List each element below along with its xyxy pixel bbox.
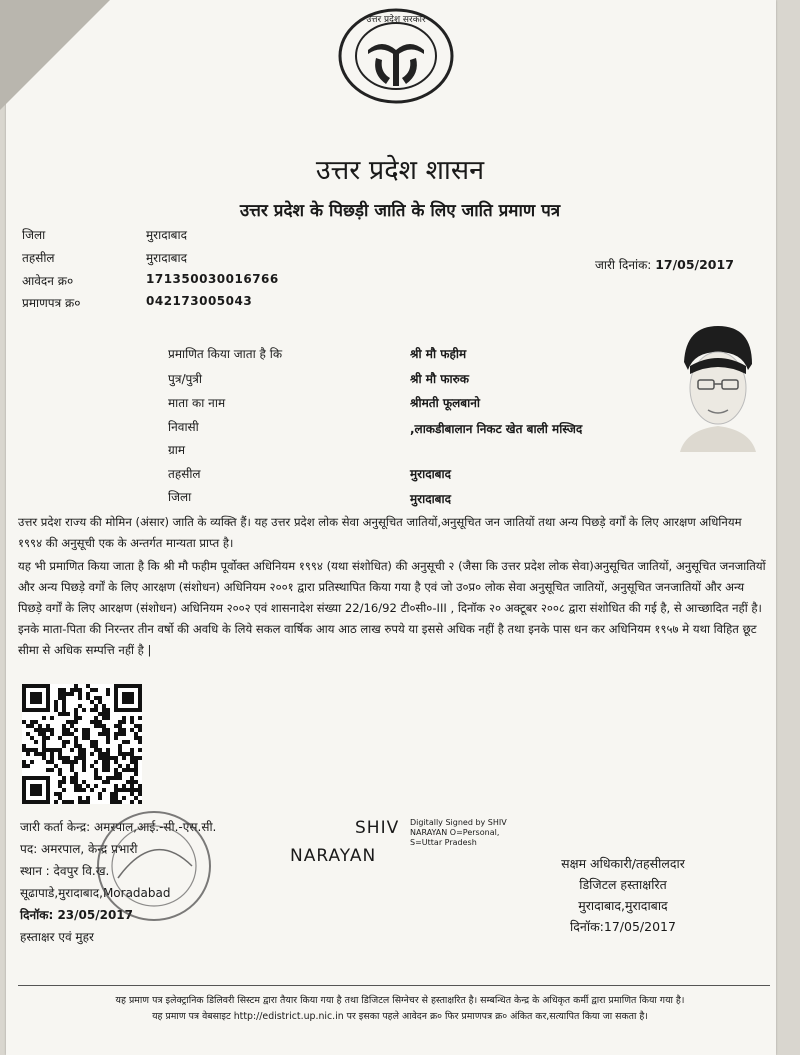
- person-tehsil-label: तहसील: [168, 467, 201, 481]
- issuer-signature-label: हस्ताक्षर एवं मुहर: [20, 930, 94, 944]
- footer-note-line2: यह प्रमाण पत्र वेबसाइट http://edistrict.up.nic.in पर इसका पहले आवेदन क्र० फिर प्रमाणपत्र क्र० अंकित कर,सत्यापित किया जा सकता है।: [152, 1011, 648, 1022]
- authority-title: सक्षम अधिकारी/तहसीलदार: [561, 856, 685, 871]
- application-number-value: 171350030016766: [146, 272, 279, 286]
- footer-note-line1: यह प्रमाण पत्र इलेक्ट्रानिक डिलिवरी सिस्टम द्वारा तैयार किया गया है तथा डिजिटल सिग्नेचर से हस्ताक्षरित है। सम्बन्धित केन्द्र के अधिकृत कर्मी द्वारा प्रमाणित किया गया है।: [115, 995, 685, 1006]
- father-name-value: श्री मौ फारुक: [410, 372, 469, 386]
- issuer-place: स्थान : देवपुर वि.ख.: [20, 864, 110, 878]
- district-label: जिला: [22, 228, 46, 242]
- certificate-number-label: प्रमाणपत्र क्र०: [22, 296, 81, 310]
- mother-name-label: माता का नाम: [168, 396, 226, 410]
- digital-signature-name-line1: SHIV: [355, 818, 400, 838]
- tehsil-value: मुरादाबाद: [146, 251, 188, 265]
- resident-label: निवासी: [168, 420, 199, 434]
- footer-divider: [18, 985, 770, 986]
- certificate-number-value: 042173005043: [146, 294, 253, 308]
- qr-code-icon: [22, 684, 142, 804]
- authority-signed: डिजिटल हस्ताक्षरित: [579, 877, 667, 892]
- holder-photo: [676, 322, 758, 452]
- mother-name-value: श्रीमती फूलबानो: [410, 396, 481, 410]
- authority-place: मुरादाबाद,मुरादाबाद: [578, 898, 668, 913]
- issuer-post: पद: अमरपाल, केन्द्र प्रभारी: [20, 842, 138, 856]
- up-government-emblem: [338, 8, 454, 104]
- authority-date: दिनॉक:17/05/2017: [570, 919, 676, 934]
- issue-date-label: जारी दिनांक:: [595, 258, 652, 272]
- tehsil-label: तहसील: [22, 251, 55, 265]
- digital-signature-detail-3: S=Uttar Pradesh: [410, 838, 477, 847]
- person-district-label: जिला: [168, 490, 192, 504]
- issue-date: [595, 256, 734, 273]
- page-title: उत्तर प्रदेश शासन: [315, 155, 485, 186]
- digital-signature-name-line2: NARAYAN: [290, 846, 377, 866]
- issuer-place-district: सूढापाडे,मुरादाबाद,Moradabad: [20, 886, 171, 900]
- caste-statement-paragraph: उत्तर प्रदेश राज्य की मोमिन (अंसार) जाति के व्यक्ति हैं। यह उत्तर प्रदेश लोक सेवा अनुसूचित जातियों,अनुसूचित जन जातियों तथा अन्य पिछड़े वर्गों के लिए आरक्षण अधिनियम १९९४ की अनुसूची एक के अन्तर्गत मान्यता प्राप्त है।: [18, 515, 742, 550]
- issue-date-value: 17/05/2017: [655, 257, 734, 272]
- child-of-label: पुत्र/पुत्री: [168, 372, 203, 386]
- folded-corner: [0, 0, 110, 110]
- digital-signature-details: [410, 818, 507, 848]
- certification-paragraph: यह भी प्रमाणित किया जाता है कि श्री मौ फहीम पूर्वोक्त अधिनियम १९९४ (यथा संशोधित) की अनुसूची २ (जैसा कि उत्तर प्रदेश लोक सेवा)अनुसूचित जातियों, अनुसूचित जनजातियों और अन्य पिछड़े वर्गों के लिए आरक्षण (संशोधन) अधिनियम २००१ द्वारा प्रतिस्थापित किया गया है एवं जो उ०प्र० लोक सेवा अनुसूचित जातियों, अनुसूचित जनजातियों और अन्य पिछड़े वर्गों के लिए आरक्षण (संशोधन) अधिनियम २००२ एवं शासनादेश संख्या 22/16/92 टी०सी०-III , दिनॉक २० अक्टूबर २००८ द्वारा संशोधित की गई है, से आच्छादित नहीं है।इनके माता-पिता की निरन्तर तीन वर्षो की अवधि के लिये सकल वार्षिक आय आठ लाख रुपये या इससे अधिक नहीं है तथा इनके पास धन कर अधिनियम १९५७ मे यथा विहित छूट सीमा से अधिक सम्पत्ति नहीं है |: [18, 559, 766, 657]
- holder-name-value: श्री मौ फहीम: [410, 347, 467, 361]
- certify-intro-label: प्रमाणित किया जाता है कि: [168, 347, 283, 361]
- village-label: ग्राम: [168, 443, 186, 457]
- district-value: मुरादाबाद: [146, 228, 188, 242]
- issuing-centre: जारी कर्ता केन्द्र: अमरपाल,आई.-सी.-एस.सी.: [20, 820, 217, 834]
- person-district-value: मुरादाबाद: [410, 492, 452, 506]
- emblem-text: उत्तर प्रदेश सरकार: [366, 15, 426, 25]
- digital-signature-detail-2: NARAYAN O=Personal,: [410, 828, 500, 837]
- person-tehsil-value: मुरादाबाद: [410, 467, 452, 481]
- resident-value: ,लाकडीबालान निकट खेत बाली मस्जिद: [410, 422, 583, 436]
- digital-signature-detail-1: Digitally Signed by SHIV: [410, 818, 507, 827]
- issuer-date: दिनॉक: 23/05/2017: [20, 908, 134, 922]
- certificate-subtitle: उत्तर प्रदेश के पिछड़ी जाति के लिए जाति प्रमाण पत्र: [239, 201, 561, 221]
- application-number-label: आवेदन क्र०: [22, 274, 74, 288]
- official-stamp: [94, 808, 214, 924]
